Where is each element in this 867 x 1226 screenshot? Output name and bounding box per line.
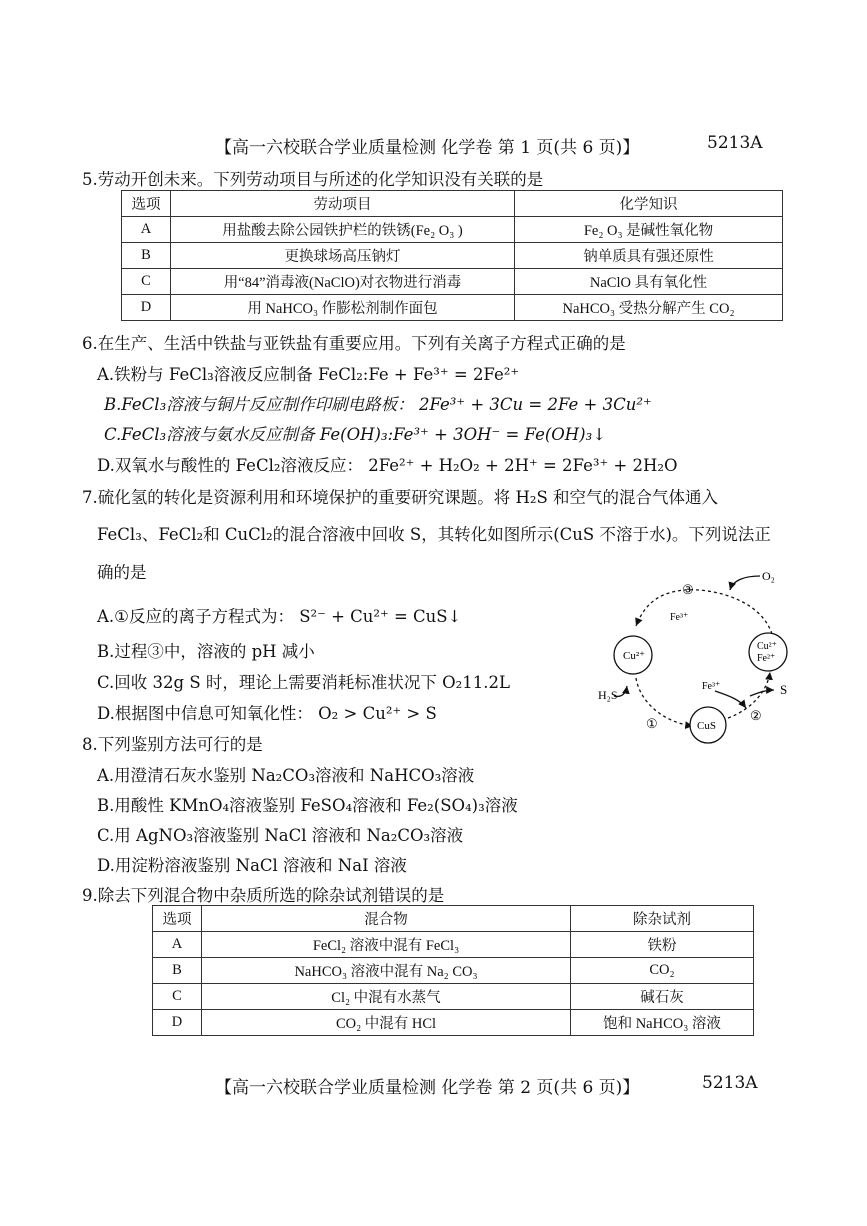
table-header-cell: 劳动项目 (171, 191, 515, 217)
question-8-stem: 8.下列鉴别方法可行的是 (82, 735, 263, 754)
table-cell: C (122, 269, 171, 295)
question-5-table (121, 190, 783, 321)
table-cell: 铁粉 (571, 932, 754, 958)
table-row (122, 243, 783, 269)
question-8-option-c: C.用 AgNO₃溶液鉴别 NaCl 溶液和 Na₂CO₃溶液 (97, 826, 464, 845)
table-cell: 用盐酸去除公园铁护栏的铁锈(Fe₂ O₃ ) (171, 217, 515, 243)
question-6-option-c: C.FeCl₃溶液与氨水反应制备 Fe(OH)₃:Fe³⁺ + 3OH⁻ = Fe(OH)₃↓ (104, 425, 607, 444)
step1-label: ① (646, 716, 658, 731)
question-8-option-b: B.用酸性 KMnO₄溶液鉴别 FeSO₄溶液和 Fe₂(SO₄)₃溶液 (97, 796, 518, 815)
step2-label: ② (750, 708, 762, 723)
table-cell: 更换球场高压钠灯 (171, 243, 515, 269)
table-cell: 饱和 NaHCO₃ 溶液 (571, 1010, 754, 1036)
table-cell: A (122, 217, 171, 243)
table-row (153, 932, 754, 958)
table-header-row (122, 191, 783, 217)
table-cell: 用“84”消毒液(NaClO)对衣物进行消毒 (171, 269, 515, 295)
table-cell: Cl₂ 中混有水蒸气 (202, 984, 571, 1010)
mix-label-fe: Fe²⁺ (757, 653, 776, 664)
table-header-cell: 选项 (122, 191, 171, 217)
question-6-stem: 6.在生产、生活中铁盐与亚铁盐有重要应用。下列有关离子方程式正确的是 (82, 334, 626, 353)
table-cell: 用 NaHCO₃ 作膨松剂制作面包 (171, 295, 515, 321)
mix-label-cu: Cu²⁺ (757, 641, 777, 652)
step2-arrow (728, 672, 770, 718)
table-header-cell: 除杂试剂 (571, 906, 754, 932)
question-9-stem: 9.除去下列混合物中杂质所选的除杂试剂错误的是 (82, 886, 445, 905)
step1-arrow (636, 678, 693, 726)
question-5-stem: 5.劳动开创未来。下列劳动项目与所述的化学知识没有关联的是 (82, 170, 544, 189)
question-7-option-a: A.①反应的离子方程式为： S²⁻ + Cu²⁺ = CuS↓ (97, 607, 462, 626)
question-7-stem-line-1: 7.硫化氢的转化是资源利用和环境保护的重要研究课题。将 H₂S 和空气的混合气体通入 (82, 488, 719, 507)
cu-ion-label: Cu²⁺ (623, 650, 645, 662)
fe3-top-label: Fe³⁺ (670, 612, 689, 623)
step3-label: ③ (682, 582, 694, 597)
question-8-option-a: A.用澄清石灰水鉴别 Na₂CO₃溶液和 NaHCO₃溶液 (97, 766, 475, 785)
question-7-option-d: D.根据图中信息可知氧化性： O₂ > Cu²⁺ > S (97, 704, 437, 723)
table-header-row (153, 906, 754, 932)
table-cell: NaClO 具有氧化性 (515, 269, 783, 295)
table-cell: NaHCO₃ 受热分解产生 CO₂ (515, 295, 783, 321)
table-cell: CO₂ 中混有 HCl (202, 1010, 571, 1036)
table-cell: C (153, 984, 202, 1010)
o2-label: O₂ (762, 569, 775, 583)
question-7-stem-line-2: FeCl₃、FeCl₂和 CuCl₂的混合溶液中回收 S，其转化如图所示(CuS 不溶于水)。下列说法正 (97, 525, 771, 544)
fe3-right-label: Fe³⁺ (702, 681, 721, 692)
table-header-cell: 选项 (153, 906, 202, 932)
table-cell: D (122, 295, 171, 321)
table-row (122, 269, 783, 295)
table-row (153, 958, 754, 984)
page-header-title: 【高一六校联合学业质量检测 化学卷 第 1 页(共 6 页)】 (215, 138, 640, 158)
table-header-cell: 化学知识 (515, 191, 783, 217)
cus-label: CuS (697, 720, 716, 732)
question-6-option-d: D.双氧水与酸性的 FeCl₂溶液反应： 2Fe²⁺ + H₂O₂ + 2H⁺ = 2Fe³⁺ + 2H₂O (97, 456, 678, 475)
table-cell: A (153, 932, 202, 958)
h2s-label: H₂S (598, 688, 618, 702)
step3-arrow (636, 590, 772, 634)
table-row (153, 1010, 754, 1036)
question-6-option-b: B.FeCl₃溶液与铜片反应制作印刷电路板： 2Fe³⁺ + 3Cu = 2Fe + 3Cu²⁺ (104, 395, 652, 414)
question-9-table (152, 905, 754, 1036)
o2-input-arrow (730, 576, 760, 590)
table-cell: B (122, 243, 171, 269)
table-cell: NaHCO₃ 溶液中混有 Na₂ CO₃ (202, 958, 571, 984)
table-cell: 碱石灰 (571, 984, 754, 1010)
table-header-cell: 混合物 (202, 906, 571, 932)
sulfur-cycle-diagram (590, 568, 810, 746)
table-cell: CO₂ (571, 958, 754, 984)
page-footer-title: 【高一六校联合学业质量检测 化学卷 第 2 页(共 6 页)】 (215, 1078, 640, 1098)
question-8-option-d: D.用淀粉溶液鉴别 NaCl 溶液和 NaI 溶液 (97, 856, 407, 875)
page-header-code: 5213A (707, 133, 763, 153)
table-row (122, 295, 783, 321)
fe3-input-arrow (715, 691, 746, 708)
table-row (122, 217, 783, 243)
table-cell: Fe₂ O₃ 是碱性氧化物 (515, 217, 783, 243)
cu-fe-mix-circle (749, 633, 787, 671)
question-6-option-a: A.铁粉与 FeCl₃溶液反应制备 FeCl₂:Fe + Fe³⁺ = 2Fe²⁺ (97, 365, 520, 384)
table-row (153, 984, 754, 1010)
table-cell: D (153, 1010, 202, 1036)
question-7-option-c: C.回收 32g S 时，理论上需要消耗标准状况下 O₂11.2L (97, 673, 510, 692)
table-cell: 钠单质具有强还原性 (515, 243, 783, 269)
question-7-stem-line-3: 确的是 (97, 563, 147, 582)
s-label: S (780, 682, 788, 697)
page-footer-code: 5213A (702, 1073, 758, 1093)
table-cell: B (153, 958, 202, 984)
question-7-option-b: B.过程③中，溶液的 pH 减小 (97, 642, 315, 661)
table-cell: FeCl₂ 溶液中混有 FeCl₃ (202, 932, 571, 958)
